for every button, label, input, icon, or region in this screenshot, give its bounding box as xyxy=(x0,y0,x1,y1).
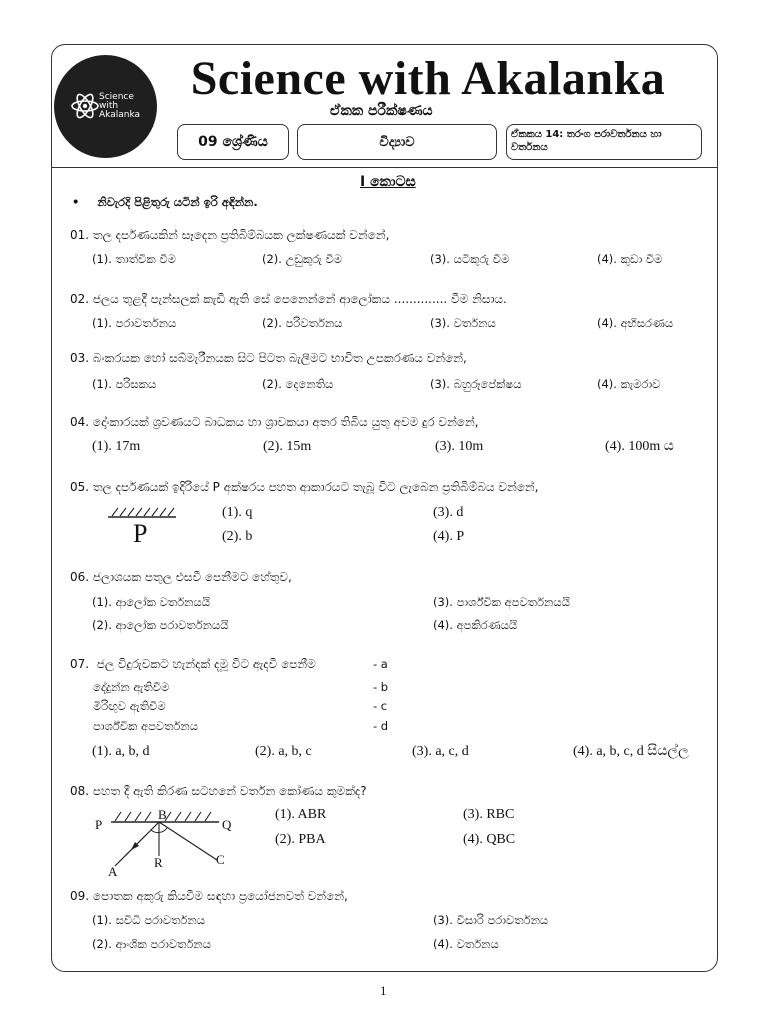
q7-item-text: පාර්ශ්වික අපවර්තනය xyxy=(93,719,199,733)
q5-option-4[interactable]: (4). P xyxy=(433,529,465,544)
brand-logo xyxy=(54,55,157,158)
q7-item-text: ජල විදුරුවකට හැන්දක් දමූ විට ඇදවී පෙනීම xyxy=(96,657,316,671)
ray-label-c: C xyxy=(216,852,225,867)
q7-item-key: - a xyxy=(373,657,388,671)
q6-option-4[interactable]: (4). අපකිරණයයි xyxy=(433,618,518,632)
ray-label-a: A xyxy=(108,864,118,879)
question-8: 08. පහත දී ඇති කිරණ සටහනේ වර්තන කෝණය කුමක්ද? xyxy=(70,784,367,798)
q8-option-4[interactable]: (4). QBC xyxy=(463,832,516,847)
q3-option-4[interactable]: (4). කැමරාව xyxy=(597,377,661,391)
q1-option-3[interactable]: (3). යටිකුරු වීම xyxy=(430,252,510,266)
logo-text xyxy=(99,93,153,120)
instruction xyxy=(72,195,258,210)
q8-option-1[interactable]: (1). ABR xyxy=(275,807,327,822)
q7-item-key: - b xyxy=(373,680,389,694)
q7-item-text: දේදුන්න ඇතිවීම xyxy=(93,680,170,694)
q7-option-3[interactable]: (3). a, c, d xyxy=(412,744,469,759)
q2-option-4[interactable]: (4). අභිසරණය xyxy=(597,316,674,330)
q6-option-2[interactable]: (2). ආලෝක පරාවර්තනයයි xyxy=(92,618,229,632)
question-4: 04. දෝංකාරයක් ශ්‍රවණයට බාධකය හා ශ්‍රාවකයා අතර තිබිය යුතු අවම දුර වන්නේ, xyxy=(70,415,479,429)
exam-subtitle: ඒකක පරීක්ෂණය xyxy=(330,103,433,119)
mirror-diagram xyxy=(106,505,178,519)
q7-item-key: - d xyxy=(373,719,389,733)
q7-item-key: - c xyxy=(373,699,388,713)
bullet-icon: • xyxy=(72,195,80,209)
q4-option-3[interactable]: (3). 10m xyxy=(435,439,484,454)
q7-option-1[interactable]: (1). a, b, d xyxy=(92,744,150,759)
q9-option-1[interactable]: (1). සවිධි පරාවර්තනය xyxy=(92,913,205,927)
q1-option-2[interactable]: (2). උඩුකුරු වීම xyxy=(262,252,343,266)
q5-option-3[interactable]: (3). d xyxy=(433,505,464,520)
q8-option-3[interactable]: (3). RBC xyxy=(463,807,515,822)
q4-option-2[interactable]: (2). 15m xyxy=(263,439,312,454)
q6-option-1[interactable]: (1). ආලෝක වර්තනයයි xyxy=(92,595,211,609)
q7-item-text: මිරිඟුව ඇතිවීම xyxy=(93,699,166,713)
q2-option-1[interactable]: (1). පරාවර්තනය xyxy=(92,316,177,330)
q4-option-1[interactable]: (1). 17m xyxy=(92,439,141,454)
unit-box: ඒකකය 14: තරංග පරාවර්තනය හා වර්තනය xyxy=(506,124,702,160)
instruction-text: නිවැරදි පිළිතුරු යටින් ඉරි අඳින්න. xyxy=(97,195,258,209)
q1-option-1[interactable]: (1). තාත්වික වීම xyxy=(92,252,176,266)
q9-option-3[interactable]: (3). විසාරි පරාවර්තනය xyxy=(433,913,549,927)
question-1: 01. තල දර්පණයකින් සෑදෙන ප්‍රතිබිම්බයක ලක්ෂණයක් වන්නේ, xyxy=(70,228,390,242)
grade-box: 09 ශ්‍රේණිය xyxy=(177,124,289,160)
q4-option-4[interactable]: (4). 100m ය xyxy=(605,439,674,454)
q7-option-4[interactable]: (4). a, b, c, d සියල්ල xyxy=(573,744,689,759)
q5-option-1[interactable]: (1). q xyxy=(222,505,253,520)
logo-line: Science xyxy=(99,92,134,102)
q8-option-2[interactable]: (2). PBA xyxy=(275,832,326,847)
q1-option-4[interactable]: (4). කුඩා වීම xyxy=(597,252,663,266)
question-7: 07. ජල විදුරුවකට හැන්දක් දමූ විට ඇදවී පෙනීම xyxy=(70,657,316,671)
question-5: 05. තල දර්පණයක් ඉදිරියේ P අක්ෂරය පහත ආකාරයට තැබූ විට ලැබෙන ප්‍රතිබිම්බය වන්නේ, xyxy=(70,480,539,494)
letter-p: P xyxy=(133,519,148,548)
subject-box: විද්‍යාව xyxy=(297,124,497,160)
q3-option-3[interactable]: (3). බහුරූපේක්ෂය xyxy=(430,377,522,391)
atom-icon xyxy=(70,91,100,121)
page-number: 1 xyxy=(380,983,387,998)
q6-option-3[interactable]: (3). පාර්ශ්වික අපවර්තනයයි xyxy=(433,595,570,609)
q2-option-3[interactable]: (3). වර්තනය xyxy=(430,316,496,330)
q7-option-2[interactable]: (2). a, b, c xyxy=(255,744,312,759)
page-title: Science with Akalanka xyxy=(190,52,666,105)
ray-label-b: B xyxy=(158,807,167,822)
logo-line: with xyxy=(99,101,119,111)
question-9: 09. පොතක අකුරු කියවීම සඳහා ප්‍රයෝජනවත් වන්නේ, xyxy=(70,889,348,903)
question-3: 03. බංකරයක හෝ සබ්මැරීනයක සිට පිටත බැලීමට භාවිත උපකරණය වන්නේ, xyxy=(70,351,467,365)
section-title: I කොටස xyxy=(360,174,416,190)
ray-diagram xyxy=(105,808,230,878)
q9-option-2[interactable]: (2). ආංශික පරාවර්තනය xyxy=(92,937,212,951)
header-divider xyxy=(52,167,717,168)
q2-option-2[interactable]: (2). පරිවර්තනය xyxy=(262,316,343,330)
q9-option-4[interactable]: (4). වර්තනය xyxy=(433,937,499,951)
q3-option-2[interactable]: (2). දෙනෙතිය xyxy=(262,377,334,391)
question-2: 02. ජලය තුළදී පැන්සලක් කැඩී ඇති සේ පෙනෙන්නේ ආලෝකය .............. වීම නිසාය. xyxy=(70,292,507,306)
ray-label-q: Q xyxy=(222,817,232,832)
question-6: 06. ජලාශයක පතුල එසවී පෙනීමට හේතුව, xyxy=(70,570,292,584)
ray-label-r: R xyxy=(154,855,163,870)
q3-option-1[interactable]: (1). පරිසකය xyxy=(92,377,157,391)
ray-label-p: P xyxy=(95,817,103,832)
logo-line: Akalanka xyxy=(99,110,141,120)
q5-option-2[interactable]: (2). b xyxy=(222,529,253,544)
